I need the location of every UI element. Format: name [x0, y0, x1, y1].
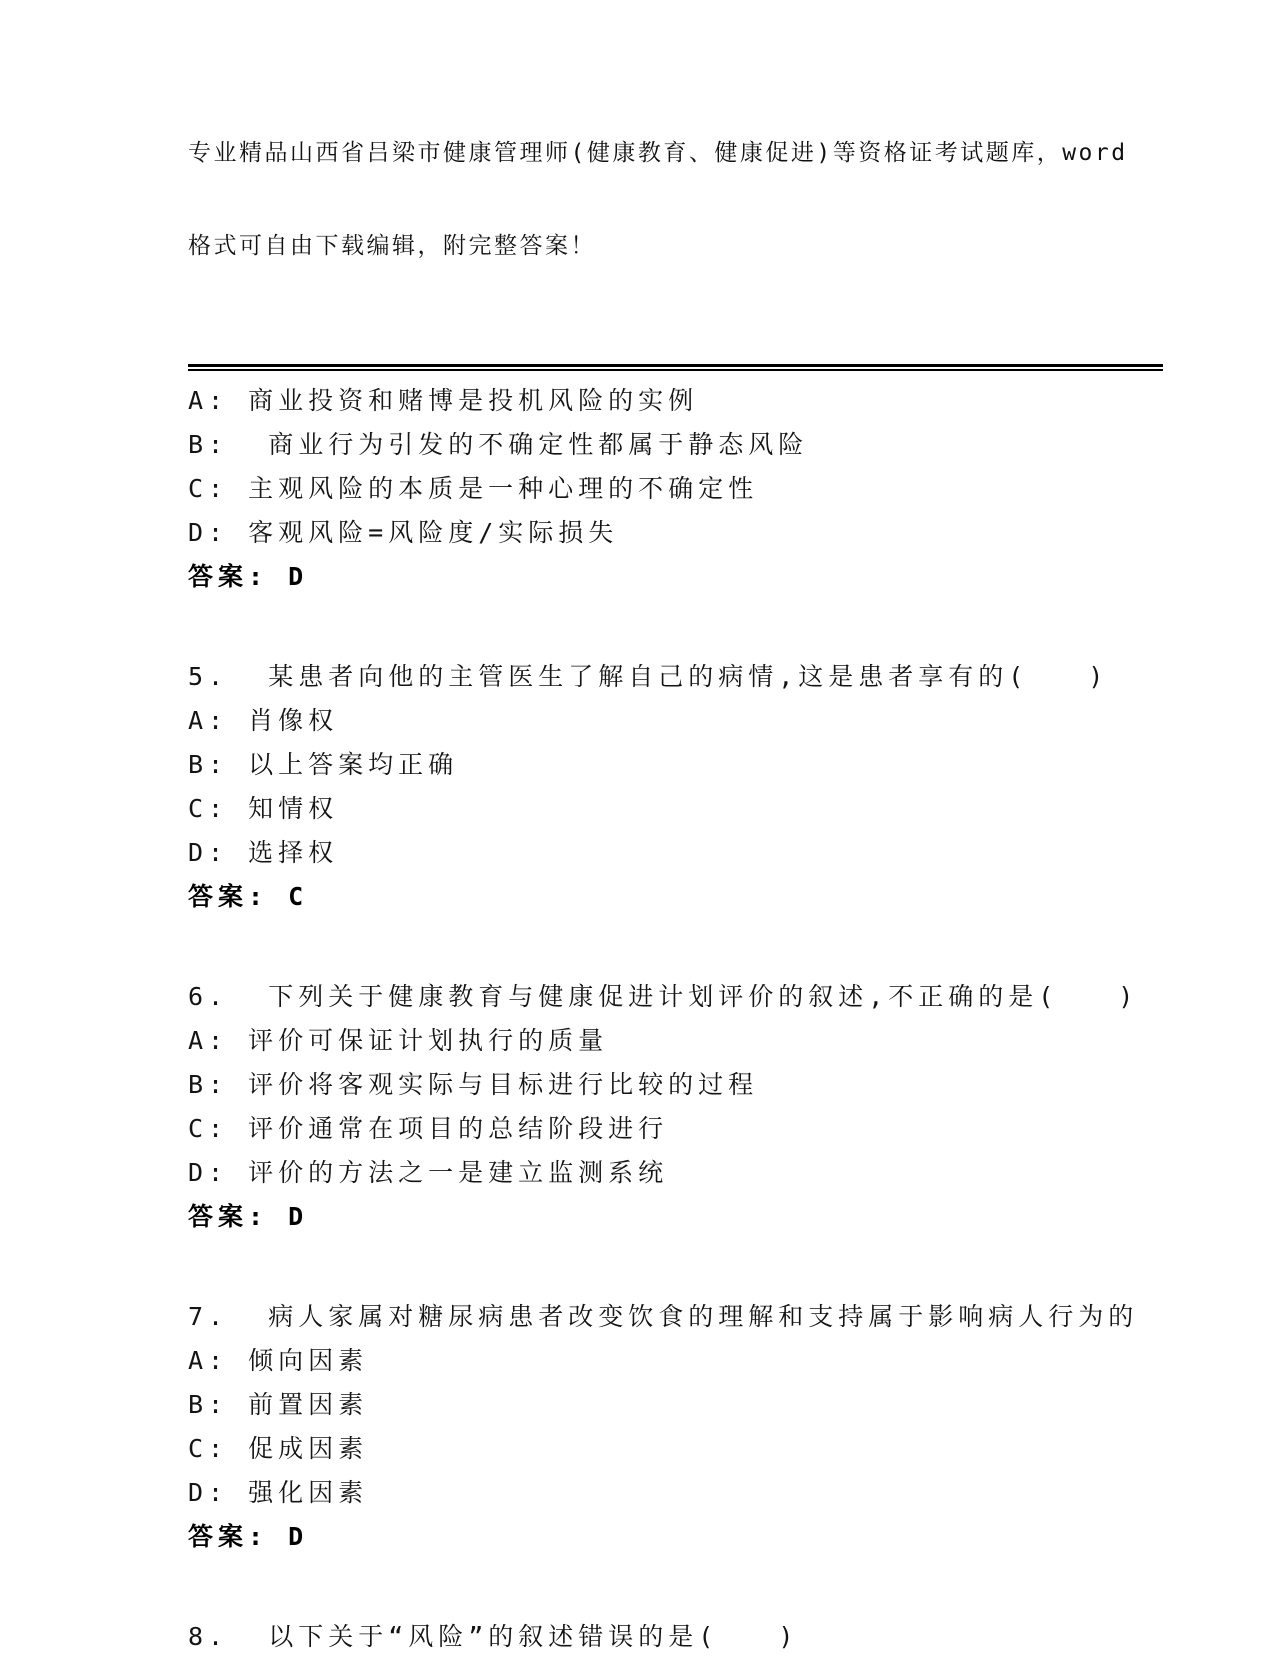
answer-line: 答案: D — [188, 1522, 309, 1551]
option-line-b: B: 以上答案均正确 — [188, 750, 459, 779]
option-line-a: A: 倾向因素 — [188, 1346, 369, 1375]
question-block-4-continued — [188, 379, 1163, 599]
question-text: 5. 某患者向他的主管医生了解自己的病情,这是患者享有的( ) — [188, 662, 1109, 691]
header-line-1: 专业精品山西省吕梁市健康管理师(健康教育、健康促进)等资格证考试题库，word — [188, 140, 1128, 166]
header-rule — [188, 364, 1163, 371]
option-line-a: A: 商业投资和赌博是投机风险的实例 — [188, 386, 699, 415]
option-line-b: B: 前置因素 — [188, 1390, 369, 1419]
option-line-c: C: 主观风险的本质是一种心理的不确定性 — [188, 474, 759, 503]
question-text: 8. 以下关于“风险”的叙述错误的是( ) — [188, 1622, 799, 1651]
question-text: 6. 下列关于健康教育与健康促进计划评价的叙述,不正确的是( ) — [188, 982, 1139, 1011]
answer-line: 答案: C — [188, 882, 309, 911]
answer-line: 答案: D — [188, 1202, 309, 1231]
question-block-8 — [188, 1615, 1163, 1659]
option-line-d: D: 选择权 — [188, 838, 339, 867]
option-line-a: A: 肖像权 — [188, 706, 339, 735]
header-line-2: 格式可自由下载编辑，附完整答案！ — [188, 233, 596, 259]
question-text: 7. 病人家属对糖尿病患者改变饮食的理解和支持属于影响病人行为的 — [188, 1302, 1139, 1331]
option-line-a: A: 评价可保证计划执行的质量 — [188, 1026, 609, 1055]
question-block-7 — [188, 1295, 1163, 1559]
option-line-b: B: 评价将客观实际与目标进行比较的过程 — [188, 1070, 759, 1099]
option-line-b: B: 商业行为引发的不确定性都属于静态风险 — [188, 430, 809, 459]
option-line-d: D: 客观风险=风险度/实际损失 — [188, 518, 619, 547]
question-block-5 — [188, 655, 1163, 919]
option-line-c: C: 知情权 — [188, 794, 339, 823]
answer-line: 答案: D — [188, 562, 309, 591]
question-block-6 — [188, 975, 1163, 1239]
page-header — [188, 76, 1163, 324]
option-line-c: C: 评价通常在项目的总结阶段进行 — [188, 1114, 669, 1143]
option-line-d: D: 评价的方法之一是建立监测系统 — [188, 1158, 669, 1187]
option-line-c: C: 促成因素 — [188, 1434, 369, 1463]
option-line-d: D: 强化因素 — [188, 1478, 369, 1507]
